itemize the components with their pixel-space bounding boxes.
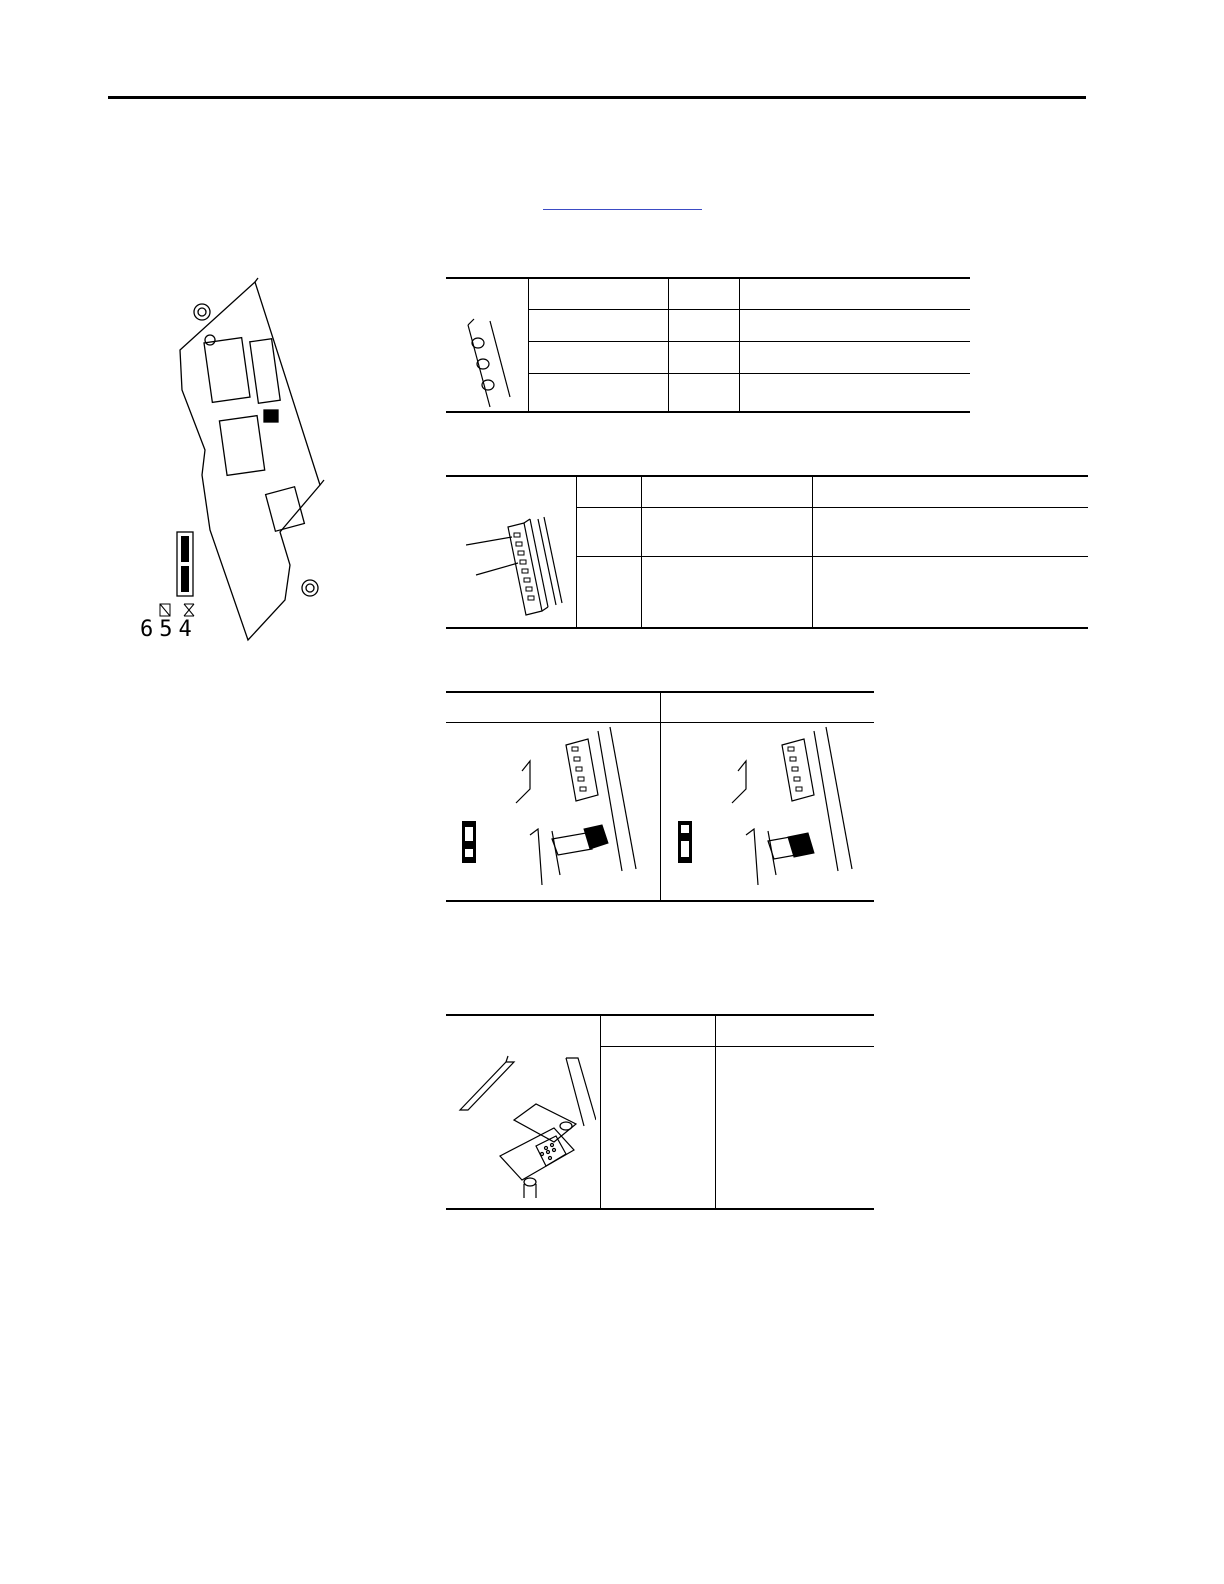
status-led-table [446,277,970,413]
legend-digit: 4 [178,617,198,642]
serial-port-illustration [456,1050,596,1204]
status-indicator-legend [140,617,200,643]
serial-port-table [446,1014,874,1212]
legend-digit: 5 [159,617,179,642]
dip-switch-illustration [466,515,574,623]
adapter-board-illustration [130,270,330,650]
jumper-position-a-illustration [446,725,658,897]
cross-reference-link[interactable] [543,209,702,210]
led-illustration [450,317,522,409]
dip-switch-table [446,475,1088,630]
legend-digit: 6 [140,617,160,642]
jumper-position-b-illustration [662,725,874,897]
jumper-table [446,691,874,903]
header-rule [108,96,1086,99]
